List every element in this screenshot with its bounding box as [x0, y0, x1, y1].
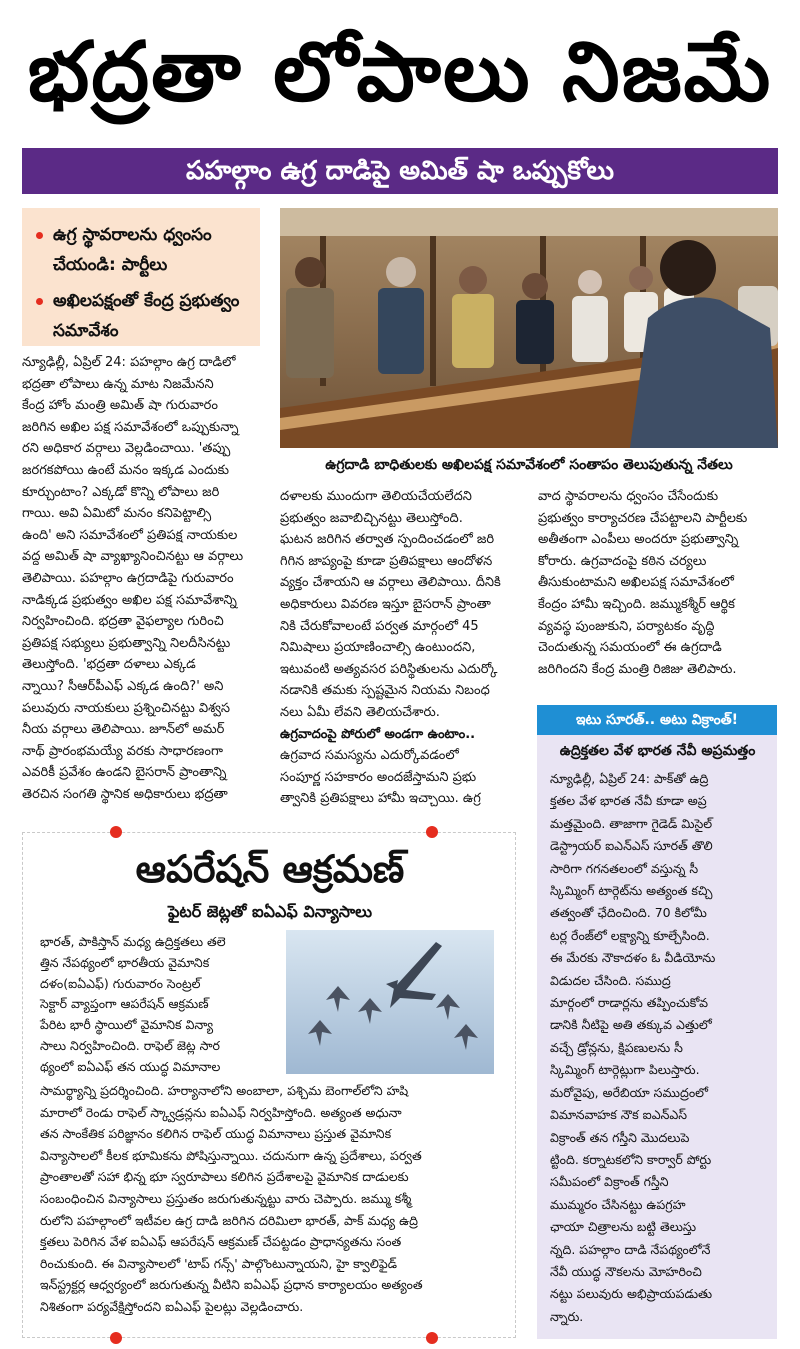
text-line: సెక్టార్‌ వ్యాప్తంగా ఆపరేషన్‌ ఆక్రమణ్‌ [40, 996, 209, 1012]
highlight-item [34, 220, 250, 280]
red-dot-marker-icon [426, 826, 438, 838]
main-article-column-3 [538, 486, 778, 680]
text-line: ప్రాంతాలతో సహా భిన్న భూ స్వరూపాలు కలిగిన ప్రదేశాలపై వైమానిక దాడులకు [40, 1169, 409, 1185]
text-line: భద్రతా లోపాలు ఉన్న మాట నిజమేనని [22, 376, 214, 392]
text-line: త్తిన నేపథ్యంలో భారతీయ వైమానిక [40, 954, 210, 970]
text-line: మార్గంలో రాడార్లను తప్పించుకోవ [550, 995, 708, 1011]
highlight-text: ఉగ్ర స్థావరాలను ధ్వంసం చేయండి: పార్టీలు [53, 225, 212, 275]
text-line: కేంద్రం హామీ ఇచ్చింది. జమ్ముకశ్మీర్‌ ఆర్థిక [538, 596, 735, 612]
text-line: తెలిపాయి. పహల్గాం ఉగ్రదాడిపై గురువారం [22, 570, 234, 586]
text-line: ప్రతిపక్ష సభ్యులు ప్రభుత్వాన్ని నిలదీసినట్టు [22, 635, 231, 651]
text-line: తన సాంకేతిక పరిజ్ఞానం కలిగిన రాఫెల్‌ యుద్ధ విమానాలు ప్రస్తుత వైమానిక [40, 1126, 392, 1142]
text-line: గిగిన జాప్యంపై కూడా ప్రతిపక్షాలు ఆందోళన [280, 553, 493, 569]
text-line: భారత్‌, పాకిస్తాన్‌ మధ్య ఉద్రిక్తతలు తలె [40, 934, 226, 949]
page-headline: భద్రతా లోపాలు నిజమే [27, 25, 773, 120]
text-line: ఉగ్రవాద సమస్యను ఎదుర్కోవడంలో [280, 748, 459, 764]
text-line: విడుదల చేసింది. సముద్ర [550, 972, 671, 988]
text-line: న్నారు. [550, 1308, 584, 1324]
text-line: జరిగిందని కేంద్ర మంత్రి రిజిజు తెలిపారు. [538, 661, 737, 677]
fighter-jets-photo [286, 930, 494, 1074]
text-line: ప్రభుత్వం కార్యాచరణ చేపట్టాలని పార్టీలకు [538, 510, 748, 526]
text-line: క్తతలు పెరిగిన వేళ ఐఏఎఫ్‌ ఆపరేషన్‌ ఆక్రమణ్‌ చేపట్టడం ప్రాధాన్యతను సంత [40, 1234, 402, 1250]
text-line: సమీపంలో విక్రాంత్‌ గస్తీని [550, 1174, 669, 1190]
bullet-dot-icon [36, 298, 43, 305]
sidebar-text [550, 768, 765, 1328]
text-line: వ్యక్తం చేశాయని ఆ వర్గాలు తెలిపాయి. దీనికి [280, 575, 501, 591]
text-line: ముమ్మరం చేసినట్టు ఉపగ్రహ [550, 1196, 686, 1212]
sidebar-heading: ఉద్రిక్తతల వేళ భారత నేవీ అప్రమత్తం [559, 743, 756, 759]
text-line: ఇటువంటి అత్యవసర పరిస్థితులను ఎదుర్కో [280, 661, 498, 677]
text-line: నడానికి తమకు స్పష్టమైన నియమ నిబంధ [280, 683, 490, 699]
text-line: జరిగిన అఖిల పక్ష సమావేశంలో ఒప్పుకున్నా [22, 419, 239, 435]
text-line: తెలుస్తోంది. 'భద్రతా దళాలు ఎక్కడ [22, 657, 196, 673]
operation-subtitle: ఫైటర్‌ జెట్లతో ఐఏఎఫ్‌ విన్యాసాలు [167, 902, 373, 921]
text-line: కేంద్ర హోం మంత్రి అమిత్‌ షా గురువారం [22, 398, 218, 414]
text-line: ఛాయా చిత్రాలను బట్టి తెలుస్తు [550, 1219, 697, 1235]
text-line: థ్యంలో ఐఏఎఫ్‌ తన యుద్ధ విమానాల [40, 1058, 221, 1074]
text-line: న్నది. పహల్గాం దాడి నేపథ్యంలోనే [550, 1241, 711, 1257]
meeting-photo [280, 208, 778, 448]
text-line: డానికి నీటిపై అతి తక్కువ ఎత్తులో [550, 1017, 712, 1033]
text-line: నిర్వహించింది. భద్రతా వైఫల్యాల గురించి [22, 614, 224, 630]
text-line: నలు ఏమీ లేవని తెలియచేశారు. [280, 704, 440, 720]
text-line: వ్యవస్థ పుంజుకుని, పర్యాటకం వృద్ధి [538, 618, 715, 634]
text-line: విమానవాహక నౌక ఐఎన్‌ఎస్‌ [550, 1107, 688, 1123]
text-line: ట్టింది. కర్నాటకలోని కార్వార్‌ పోర్టు [550, 1151, 712, 1167]
text-line: ఎవరికీ ప్రవేశం ఉండని బైసరాన్‌ ప్రాంతాన్ని [22, 765, 227, 781]
text-line: నికి చేరుకోవాలంటే పర్వత మార్గంలో 45 [280, 618, 479, 634]
highlight-item [34, 286, 250, 346]
text-line: పేరిట భారీ స్థాయిలో వైమానిక విన్యా [40, 1017, 214, 1033]
text-line: కోరారు. ఉగ్రవాదంపై కఠిన చర్యలు [538, 553, 707, 569]
text-line: సామర్థ్యాన్ని ప్రదర్శించింది. హర్యానాలోని అంబాలా, పశ్చిమ బెంగాల్‌లోని హషి [40, 1083, 409, 1098]
text-line: ఇన్‌స్ట్రక్టర్ల ఆధ్వర్యంలో జరుగుతున్న వీటిని ఐఏఎఫ్‌ ప్రధాన కార్యాలయం అత్యంత [40, 1277, 423, 1293]
text-line: స్కిమ్మింగ్‌ టార్గెట్‌ను అత్యంత కచ్చి [550, 883, 713, 899]
text-line: ఘటన జరిగిన తర్వాత స్పందించడంలో జరి [280, 532, 495, 548]
operation-text-narrow [40, 932, 278, 1078]
text-line: మత్తమైంది. తాజాగా గైడెడ్‌ మిసైల్‌ [550, 815, 713, 831]
text-line: వచ్చే డ్రోన్లను, క్షిపణులను సీ [550, 1039, 683, 1055]
text-line: తీసుకుంటామని అఖిలపక్ష సమావేశంలో [538, 575, 734, 591]
text-line: టర్ల రేంజ్‌లో లక్ష్యాన్ని కూల్చేసింది. [550, 927, 710, 943]
text-line: రించుకుంది. ఈ విన్యాసాలలో 'టాప్‌ గన్స్‌' పాల్గొంటున్నాయని, హై క్వాలిఫైడ్‌ [40, 1255, 398, 1271]
text-line: త్వానికి ప్రతిపక్షాలు హామీ ఇచ్చాయి. ఉగ్ర [280, 791, 481, 807]
highlights-box [22, 208, 260, 346]
text-line: కూర్చుంటాం? ఎక్కడో కొన్ని లోపాలు జరి [22, 484, 220, 500]
text-line: ఈ మేరకు నౌకాదళం ఓ వీడియోను [550, 950, 716, 966]
text-line: డెస్ట్రాయర్‌ ఐఎన్‌ఎస్‌ సూరత్‌ తొలి [550, 838, 713, 854]
bullet-dot-icon [36, 232, 43, 239]
text-line: ఉంది' అని సమావేశంలో ప్రతిపక్ష నాయకుల [22, 527, 238, 543]
operation-text-wide [40, 1080, 500, 1318]
text-line: పలువురు నాయకులు ప్రశ్నించినట్టు విశ్వస [22, 700, 231, 716]
text-line: తత్వంతో ఛేదించింది. 70 కిలోమీ [550, 905, 707, 921]
text-line: జరగకపోయి ఉంటే మనం ఇక్కడ ఎందుకు [22, 462, 229, 478]
main-article-column-1 [22, 352, 260, 805]
text-line: సంబంధించిన విన్యాసాలు ప్రస్తుతం జరుగుతున్నట్టు వారు చెప్పారు. జమ్ము కశ్మీ [40, 1190, 412, 1206]
text-line: తెరచిన సంగతి స్థానిక అధికారులు భద్రతా [22, 786, 228, 802]
text-line: దళం(ఐఏఎఫ్‌) గురువారం సెంట్రల్‌ [40, 975, 201, 991]
text-line: సంపూర్ణ సహకారం అందజేస్తామని ప్రభు [280, 769, 477, 785]
text-line: నట్టు పలువురు అభిప్రాయపడుతు [550, 1286, 713, 1302]
text-line: మారాలో రెండు రాఫెల్‌ స్క్వాడ్రన్లను ఐఏఎఫ్‌ నిర్వహిస్తోంది. అత్యంత అధునా [40, 1104, 402, 1120]
text-line: న్యూఢిల్లీ, ఏప్రిల్‌ 24: పాక్‌తో ఉద్రి [550, 771, 709, 786]
text-line: న్యూఢిల్లీ, ఏప్రిల్‌ 24: పహల్గాం ఉగ్ర దాడిలో [22, 355, 236, 370]
text-line: నిమిషాలు ప్రయాణించాల్సి ఉంటుందని, [280, 640, 476, 656]
red-dot-marker-icon [426, 1332, 438, 1344]
text-line: రులోని పహల్గాంలో ఇటీవల ఉగ్ర దాడి జరిగిన దరిమిలా భారత్‌, పాక్‌ మధ్య ఉద్రి [40, 1212, 418, 1228]
text-line: గాయి. అవి ఏమిటో మనం కనిపెట్టాల్సి [22, 506, 212, 522]
text-line: ప్రభుత్వం జవాబిచ్చినట్టు తెలుస్తోంది. [280, 510, 463, 526]
text-line: విక్రాంత్‌ తన గస్తీని మొదలుపె [550, 1129, 690, 1145]
text-line: క్తతల వేళ భారత నేవీ కూడా అప్ర [550, 793, 707, 809]
text-line: నీయ వర్గాలు తెలిపాయి. జూన్‌లో అమర్‌ [22, 722, 225, 738]
text-line: న్నాయి? సీఆర్‌పీఎఫ్‌ ఎక్కడ ఉంది?' అని [22, 678, 224, 694]
sidebar-tag: ఇటు సూరత్‌.. అటు విక్రాంత్‌! [537, 705, 777, 735]
text-line: అతీతంగా ఎంపీలు అందరూ ప్రభుత్వాన్ని [538, 532, 739, 548]
text-line: దళాలకు ముందుగా తెలియచేయలేదని [280, 489, 472, 504]
text-line: నిశితంగా పర్యవేక్షిస్తోందని ఐఏఎఫ్‌ పైలట్లు వెల్లడించారు. [40, 1298, 304, 1314]
text-line: మరోవైపు, అరేబియా సముద్రంలో [550, 1084, 709, 1100]
text-line: సాలు నిర్వహించింది. రాఫెల్‌ జెట్ల సార [40, 1037, 220, 1053]
subheadline-bar: పహల్గాం ఉగ్ర దాడిపై అమిత్‌ షా ఒప్పుకోలు [22, 148, 778, 194]
text-line: వద్ద అమిత్‌ షా వ్యాఖ్యానించినట్టు ఆ వర్గాలు [22, 549, 244, 565]
text-line: విన్యాసాలలో కీలక భూమికను పోషిస్తున్నాయి. చదునుగా ఉన్న ప్రదేశాలు, పర్వత [40, 1147, 422, 1163]
photo-caption: ఉగ్రదాడి బాధితులకు అఖిలపక్ష సమావేశంలో సంతాపం తెలుపుతున్న నేతలు [325, 457, 733, 473]
main-article-column-2 [280, 486, 518, 810]
text-line: నాడిక్కడ ప్రభుత్వం అఖిల పక్ష సమావేశాన్ని [22, 592, 237, 608]
text-line: నాథ్‌ ప్రారంభమయ్యే వరకు సాధారణంగా [22, 743, 223, 759]
text-line: రని అధికార వర్గాలు వెల్లడించాయి. 'తప్పు [22, 441, 231, 457]
text-line: అధికారులు వివరణ ఇస్తూ బైసరాన్‌ ప్రాంతా [280, 596, 491, 612]
highlight-text: అఖిలపక్షంతో కేంద్ర ప్రభుత్వం సమావేశం [53, 291, 240, 341]
sub-heading: ఉగ్రవాదంపై పోరులో అండగా ఉంటాం.. [280, 726, 476, 742]
text-line: స్కిమ్మింగ్‌ టార్గెట్లుగా పిలుస్తారు. [550, 1062, 700, 1078]
text-line: సారిగా గగనతలంలో వస్తున్న సీ [550, 860, 699, 876]
red-dot-marker-icon [110, 826, 122, 838]
red-dot-marker-icon [110, 1332, 122, 1344]
text-line: వాద స్థావరాలను ధ్వంసం చేసేందుకు [538, 489, 719, 504]
text-line: చెందుతున్న సమయంలో ఈ ఉగ్రదాడి [538, 640, 722, 656]
text-line: నేవీ యుద్ధ నౌకలను మోహరించి [550, 1263, 702, 1279]
operation-title: ఆపరేషన్‌ ఆక్రమణ్‌ [135, 847, 405, 891]
